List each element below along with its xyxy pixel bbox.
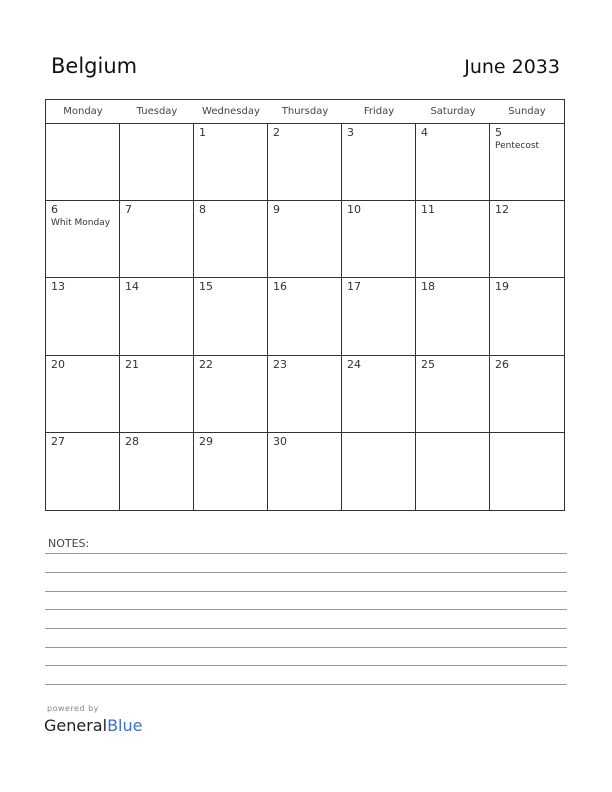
brand-logo <box>44 716 142 735</box>
day-cell <box>342 201 416 278</box>
day-cell <box>120 356 194 433</box>
weekday-header: Friday <box>342 100 416 124</box>
brand-blue-text: Blue <box>107 716 143 735</box>
holiday-label: Pentecost <box>495 141 540 151</box>
country-title: Belgium <box>51 54 138 78</box>
day-number: 29 <box>199 434 213 448</box>
day-number: 21 <box>125 357 139 371</box>
day-number: 16 <box>273 280 287 294</box>
day-cell <box>268 201 342 278</box>
day-cell <box>120 278 194 355</box>
day-cell <box>416 433 490 510</box>
notes-line <box>45 609 567 610</box>
day-cell <box>268 124 342 201</box>
weekday-header: Monday <box>46 100 120 124</box>
notes-line <box>45 647 567 648</box>
day-number: 17 <box>347 280 361 294</box>
weekday-header: Sunday <box>490 100 564 124</box>
day-number: 3 <box>347 126 354 139</box>
day-cell <box>490 356 564 433</box>
day-cell <box>194 124 268 201</box>
day-number: 24 <box>347 357 361 371</box>
day-number: 27 <box>51 434 65 448</box>
day-number: 2 <box>273 126 280 139</box>
notes-line <box>45 553 567 554</box>
day-number: 25 <box>421 357 435 371</box>
weekday-header: Saturday <box>416 100 490 124</box>
day-number: 13 <box>51 280 65 294</box>
day-cell <box>416 356 490 433</box>
notes-line <box>45 684 567 685</box>
day-number: 7 <box>125 203 132 217</box>
day-number: 28 <box>125 434 139 448</box>
notes-line <box>45 665 567 666</box>
day-cell <box>120 433 194 510</box>
day-number: 5 <box>495 126 502 139</box>
holiday-label: Whit Monday <box>51 218 111 229</box>
day-cell <box>490 433 564 510</box>
notes-line <box>45 591 567 592</box>
day-cell <box>342 278 416 355</box>
day-cell <box>46 433 120 510</box>
day-number: 8 <box>199 203 206 217</box>
day-cell <box>416 201 490 278</box>
day-cell <box>342 356 416 433</box>
day-number: 6 <box>51 203 58 217</box>
brand-general-text: General <box>44 716 108 735</box>
powered-by-text: powered by <box>47 704 99 713</box>
day-number: 14 <box>125 280 139 294</box>
day-cell <box>120 124 194 201</box>
weekday-header: Wednesday <box>194 100 268 124</box>
day-number: 22 <box>199 357 213 371</box>
day-number: 12 <box>495 203 509 217</box>
day-cell <box>194 201 268 278</box>
day-cell <box>268 356 342 433</box>
day-number: 4 <box>421 126 428 139</box>
weekday-header: Thursday <box>268 100 342 124</box>
day-number: 10 <box>347 203 361 217</box>
day-cell <box>416 278 490 355</box>
day-cell <box>268 278 342 355</box>
day-cell <box>46 278 120 355</box>
day-cell <box>342 124 416 201</box>
day-cell <box>342 433 416 510</box>
day-cell <box>490 124 564 201</box>
day-number: 1 <box>199 126 206 139</box>
day-number: 19 <box>495 280 509 294</box>
month-title: June 2033 <box>464 56 560 78</box>
day-number: 26 <box>495 357 509 371</box>
day-cell <box>46 201 120 278</box>
notes-line <box>45 572 567 573</box>
day-cell <box>490 201 564 278</box>
day-cell <box>194 433 268 510</box>
day-number: 11 <box>421 203 435 217</box>
notes-line <box>45 628 567 629</box>
day-cell <box>416 124 490 201</box>
day-number: 30 <box>273 434 287 448</box>
day-number: 9 <box>273 203 280 217</box>
weekday-header: Tuesday <box>120 100 194 124</box>
day-cell <box>120 201 194 278</box>
day-cell <box>194 278 268 355</box>
day-cell <box>46 356 120 433</box>
day-cell <box>490 278 564 355</box>
day-number: 15 <box>199 280 213 294</box>
day-number: 20 <box>51 357 65 371</box>
notes-label: NOTES: <box>48 537 90 550</box>
day-cell <box>194 356 268 433</box>
calendar-grid <box>45 99 565 511</box>
day-cell <box>46 124 120 201</box>
day-cell <box>268 433 342 510</box>
day-number: 23 <box>273 357 287 371</box>
day-number: 18 <box>421 280 435 294</box>
